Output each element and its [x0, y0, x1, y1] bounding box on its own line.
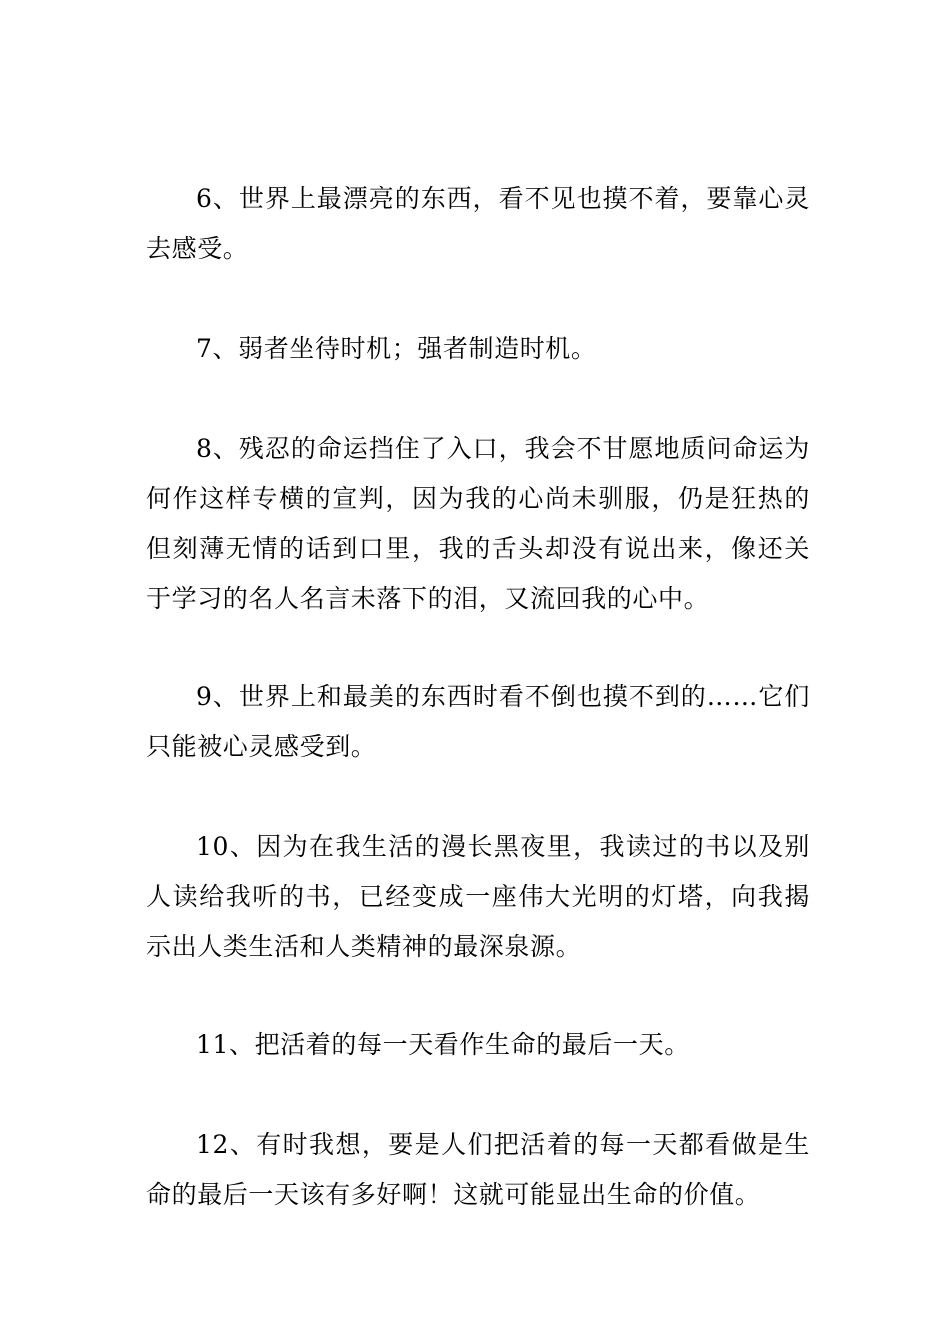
quote-paragraph-9: 9、世界上和最美的东西时看不倒也摸不到的……它们只能被心灵感受到。: [146, 682, 810, 761]
quote-paragraph-6: 6、世界上最漂亮的东西，看不见也摸不着，要靠心灵去感受。: [146, 184, 810, 263]
quote-paragraph-10: 10、因为在我生活的漫长黑夜里，我读过的书以及别人读给我听的书，已经变成一座伟大光明的灯塔，向我揭示出人类生活和人类精神的最深泉源。: [146, 832, 810, 961]
quote-paragraph-8: 8、残忍的命运挡住了入口，我会不甘愿地质问命运为何作这样专横的宣判，因为我的心尚未驯服，仍是狂热的但刻薄无情的话到口里，我的舌头却没有说出来，像还关于学习的名人名言未落下的泪，又流回我的心中。: [146, 434, 810, 613]
quote-paragraph-12: 12、有时我想，要是人们把活着的每一天都看做是生命的最后一天该有多好啊！这就可能显出生命的价值。: [146, 1130, 810, 1209]
quote-paragraph-7: 7、弱者坐待时机；强者制造时机。: [196, 334, 597, 363]
quote-paragraph-11: 11、把活着的每一天看作生命的最后一天。: [196, 1030, 690, 1059]
